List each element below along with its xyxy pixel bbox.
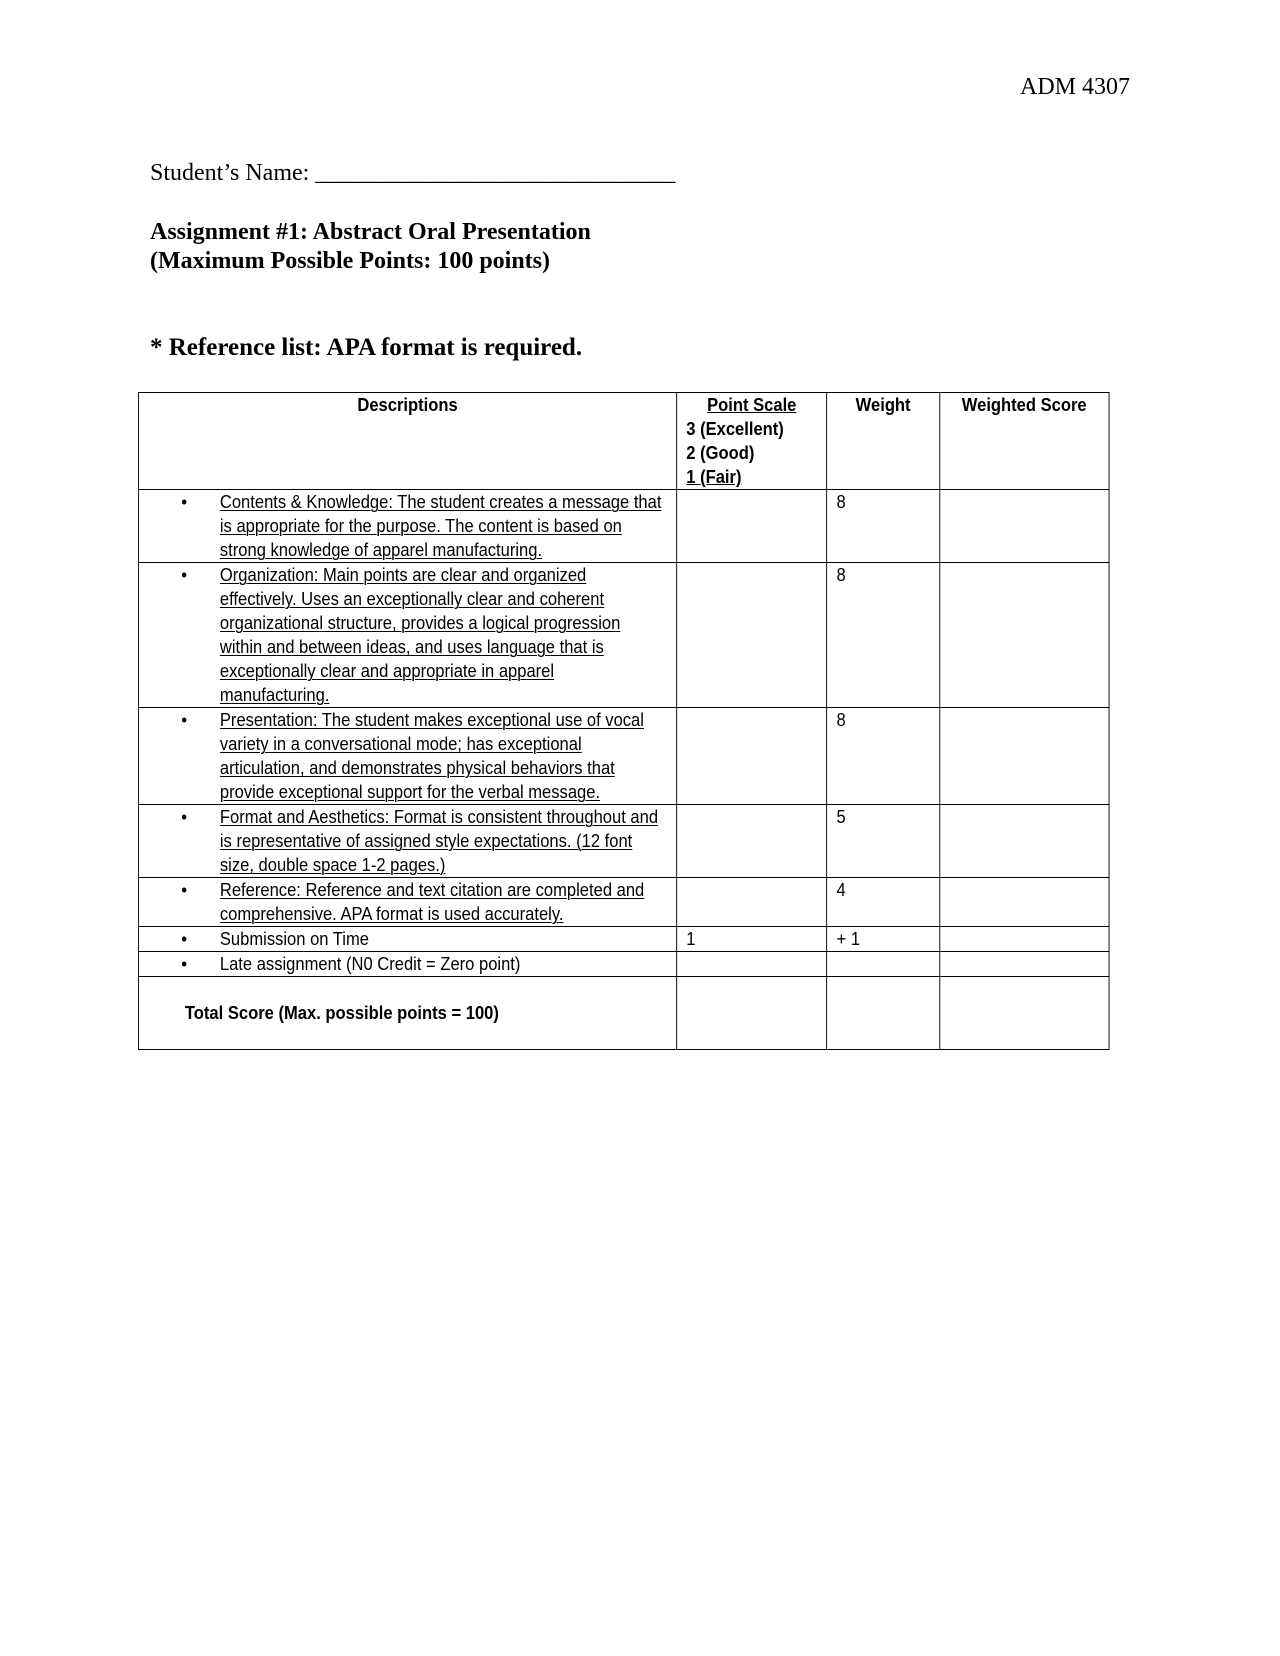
rubric-header-row [138, 393, 1109, 490]
table-row [138, 927, 1109, 952]
weighted-score-cell[interactable] [939, 878, 1109, 927]
total-weight-cell [827, 977, 939, 1050]
bullet-icon: • [181, 954, 188, 974]
row-description [138, 490, 676, 563]
row-description [138, 878, 676, 927]
row-description [138, 708, 676, 805]
student-name-line: Student’s Name: ______________________________ [150, 160, 676, 186]
weighted-score-cell[interactable] [939, 805, 1109, 878]
course-code: ADM 4307 [1019, 74, 1130, 100]
point-scale-cell[interactable] [677, 952, 827, 977]
weight-cell: + 1 [827, 927, 939, 952]
weighted-score-cell[interactable] [939, 952, 1109, 977]
weight-cell: 8 [827, 563, 939, 708]
header-weighted-score: Weighted Score [939, 393, 1109, 490]
weight-cell [827, 952, 939, 977]
assignment-heading [150, 218, 591, 276]
description-text: Format and Aesthetics: Format is consistent throughout and is representative of assigned style expectations. (12 font size, double space 1-2 pages.) [219, 807, 659, 875]
point-scale-cell[interactable] [677, 708, 827, 805]
weighted-score-cell[interactable] [939, 490, 1109, 563]
description-text: Reference: Reference and text citation are completed and comprehensive. APA format is used accurately. [219, 880, 645, 924]
header-point-scale [677, 393, 827, 490]
weight-cell: 4 [827, 878, 939, 927]
point-scale-cell[interactable] [677, 490, 827, 563]
weighted-score-cell[interactable] [939, 563, 1109, 708]
description-text: Contents & Knowledge: The student creates a message that is appropriate for the purpose. The content is based on strong knowledge of apparel manufacturing. [219, 492, 662, 560]
header-descriptions: Descriptions [138, 393, 676, 490]
bullet-icon: • [181, 492, 188, 512]
total-weighted-score-cell[interactable] [939, 977, 1109, 1050]
description-text: Late assignment (N0 Credit = Zero point) [219, 954, 521, 974]
reference-note: * Reference list: APA format is required. [150, 334, 583, 361]
header-weight: Weight [827, 393, 939, 490]
description-text: Organization: Main points are clear and organized effectively. Uses an exceptionally clear and coherent organizational structure, provides a logical progression within and between ideas, and uses language that is exceptionally clear and appropriate in apparel manufacturing. [219, 565, 621, 705]
scale-level-3: 3 (Excellent) [686, 419, 784, 439]
bullet-icon: • [181, 929, 188, 949]
assignment-max-points: (Maximum Possible Points: 100 points) [150, 248, 551, 274]
scale-level-2: 2 (Good) [686, 443, 755, 463]
table-row [138, 805, 1109, 878]
bullet-icon: • [181, 565, 188, 585]
weight-cell: 8 [827, 708, 939, 805]
table-row [138, 708, 1109, 805]
table-row [138, 490, 1109, 563]
point-scale-cell[interactable]: 1 [677, 927, 827, 952]
bullet-icon: • [181, 880, 188, 900]
row-description [138, 927, 676, 952]
point-scale-title: Point Scale [707, 395, 797, 415]
total-point-scale-cell[interactable] [677, 977, 827, 1050]
point-scale-cell[interactable] [677, 805, 827, 878]
weight-cell: 5 [827, 805, 939, 878]
row-description [138, 563, 676, 708]
assignment-title: Assignment #1: Abstract Oral Presentation [150, 219, 591, 245]
total-row [138, 977, 1109, 1050]
weight-cell: 8 [827, 490, 939, 563]
point-scale-cell[interactable] [677, 878, 827, 927]
table-row [138, 952, 1109, 977]
table-row [138, 563, 1109, 708]
table-row [138, 878, 1109, 927]
bullet-icon: • [181, 710, 188, 730]
bullet-icon: • [181, 807, 188, 827]
rubric-table [138, 392, 1110, 1050]
description-text: Presentation: The student makes exceptional use of vocal variety in a conversational mode; has exceptional articulation, and demonstrates physical behaviors that provide exceptional support for the verbal message. [219, 710, 644, 802]
description-text: Submission on Time [219, 929, 369, 949]
scale-level-1: 1 (Fair) [686, 467, 742, 487]
row-description [138, 805, 676, 878]
total-score-label: Total Score (Max. possible points = 100) [138, 977, 676, 1050]
weighted-score-cell[interactable] [939, 927, 1109, 952]
weighted-score-cell[interactable] [939, 708, 1109, 805]
point-scale-cell[interactable] [677, 563, 827, 708]
row-description [138, 952, 676, 977]
